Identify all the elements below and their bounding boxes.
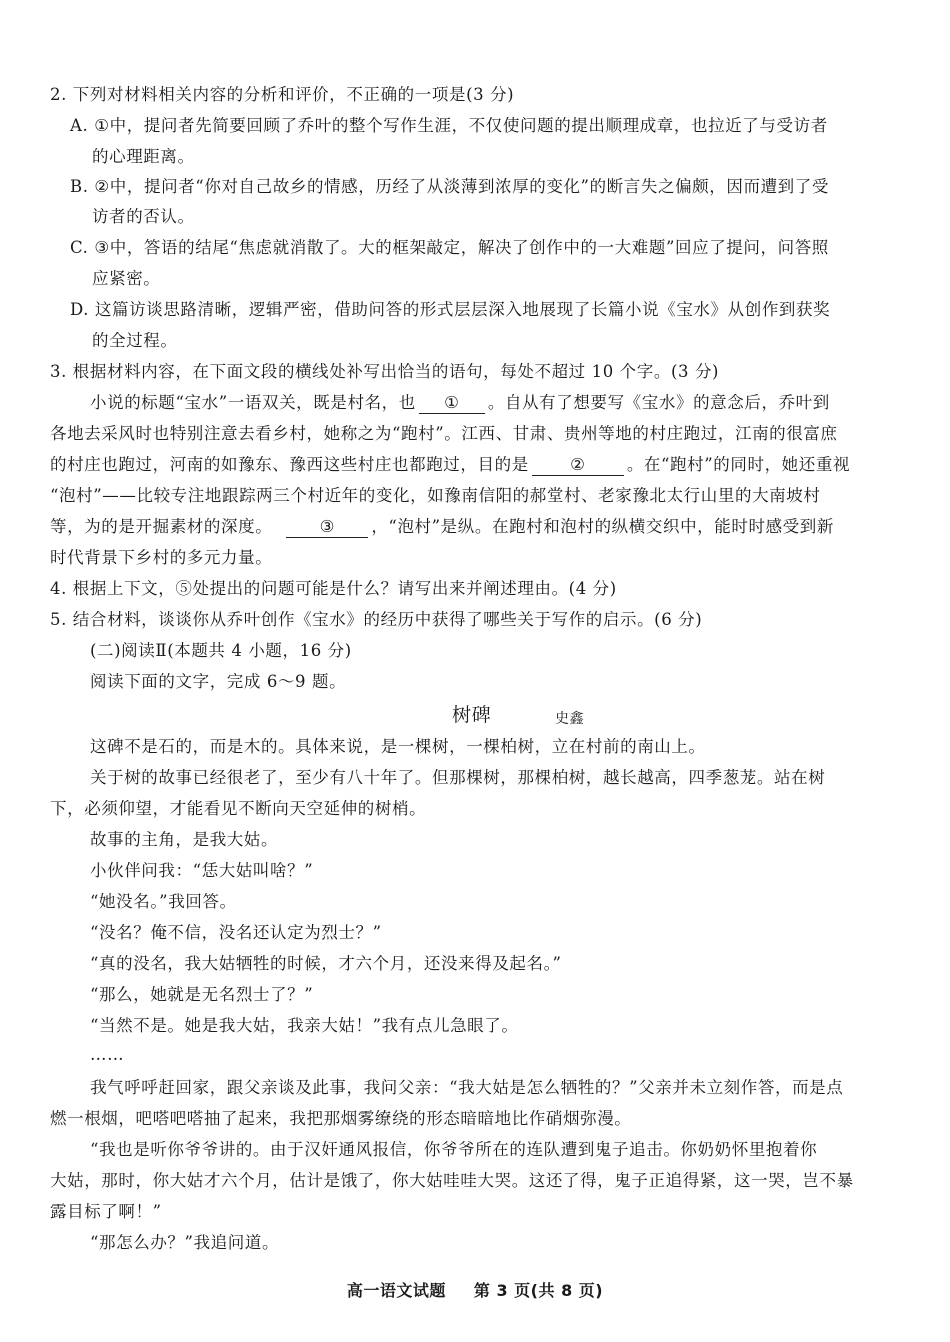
option-c-line-2: 应紧密。 bbox=[92, 269, 161, 288]
q3-text: 小说的标题“宝水”一语双关，既是村名，也 bbox=[90, 393, 416, 412]
q3-passage-line-3 bbox=[50, 454, 850, 476]
page-footer bbox=[0, 1278, 950, 1301]
option-b-line-2: 访者的否认。 bbox=[92, 207, 195, 226]
q3-text: 。自从有了想要写《宝水》的意念后，乔叶到 bbox=[487, 393, 830, 412]
question-3-stem: 3. 根据材料内容，在下面文段的横线处补写出恰当的语句，每处不超过 10 个字。(3 分) bbox=[50, 362, 720, 381]
story-paragraph: “没名？俺不信，没名还认定为烈士？” bbox=[90, 923, 382, 942]
story-paragraph-cont: 下，必须仰望，才能看见不断向天空延伸的树梢。 bbox=[50, 799, 427, 818]
q3-passage-line-1 bbox=[90, 392, 830, 414]
option-d-line-2: 的全过程。 bbox=[92, 331, 178, 350]
section-instruction: 阅读下面的文字，完成 6～9 题。 bbox=[90, 672, 347, 691]
question-5: 5. 结合材料，谈谈你从乔叶创作《宝水》的经历中获得了哪些关于写作的启示。(6 分) bbox=[50, 610, 703, 629]
q3-passage-line-2: 各地去采风时也特别注意去看乡村，她称之为“跑村”。江西、甘肃、贵州等地的村庄跑过，江南的很富庶 bbox=[50, 424, 838, 443]
q3-text: 的村庄也跑过，河南的如豫东、豫西这些村庄也都跑过，目的是 bbox=[50, 455, 529, 474]
story-paragraph: “当然不是。她是我大姑，我亲大姑！”我有点儿急眼了。 bbox=[90, 1016, 519, 1035]
story-paragraph: 小伙伴问我：“恁大姑叫啥？” bbox=[90, 861, 314, 880]
option-d-line-1: D. 这篇访谈思路清晰，逻辑严密，借助问答的形式层层深入地展现了长篇小说《宝水》从创作到获奖 bbox=[70, 300, 831, 319]
footer-page-number: 第 3 页(共 8 页) bbox=[473, 1281, 604, 1300]
story-paragraph-cont: 大姑，那时，你大姑才六个月，估计是饿了，你大姑哇哇大哭。这还了得，鬼子正追得紧，这一哭，岂不暴 bbox=[50, 1171, 854, 1190]
story-paragraph-cont: 燃一根烟，吧嗒吧嗒抽了起来，我把那烟雾缭绕的形态暗暗地比作硝烟弥漫。 bbox=[50, 1109, 632, 1128]
story-paragraph: “那怎么办？”我追问道。 bbox=[90, 1233, 280, 1252]
section-heading: (二)阅读Ⅱ(本题共 4 小题，16 分) bbox=[90, 641, 352, 660]
story-paragraph: 关于树的故事已经很老了，至少有八十年了。但那棵树，那棵柏树，越长越高，四季葱茏。站在树 bbox=[90, 768, 826, 787]
footer-subject: 高一语文试题 bbox=[346, 1281, 446, 1300]
question-4: 4. 根据上下文，⑤处提出的问题可能是什么？请写出来并阐述理由。(4 分) bbox=[50, 579, 617, 598]
story-paragraph: 故事的主角，是我大姑。 bbox=[90, 830, 279, 849]
story-author: 史鑫 bbox=[555, 711, 585, 727]
option-b-line-1: B. ②中，提问者“你对自己故乡的情感，历经了从淡薄到浓厚的变化”的断言失之偏颇，因而遭到了受 bbox=[70, 177, 829, 196]
answer-blank-1[interactable]: ① bbox=[419, 393, 485, 414]
option-a-line-1: A. ①中，提问者先简要回顾了乔叶的整个写作生涯，不仅使问题的提出顺理成章，也拉近了与受访者 bbox=[70, 116, 828, 135]
q3-text: 。在“跑村”的同时，她还重视 bbox=[626, 455, 851, 474]
q3-text: ，“泡村”是纵。在跑村和泡村的纵横交织中，能时时感受到新 bbox=[371, 517, 834, 536]
story-paragraph: “那么，她就是无名烈士了？” bbox=[90, 985, 314, 1004]
story-paragraph: “我也是听你爷爷讲的。由于汉奸通风报信，你爷爷所在的连队遭到鬼子追击。你奶奶怀里抱着你 bbox=[90, 1140, 818, 1159]
option-a-line-2: 的心理距离。 bbox=[92, 147, 195, 166]
q3-passage-line-4: “泡村”——比较专注地跟踪两三个村近年的变化，如豫南信阳的郝堂村、老家豫北太行山里的大南坡村 bbox=[50, 486, 821, 505]
q3-passage-line-6: 时代背景下乡村的多元力量。 bbox=[50, 548, 273, 567]
answer-blank-3[interactable]: ③ bbox=[286, 517, 368, 538]
option-c-line-1: C. ③中，答语的结尾“焦虑就消散了。大的框架敲定，解决了创作中的一大难题”回应了提问，问答照 bbox=[70, 238, 829, 257]
story-paragraph: “她没名。”我回答。 bbox=[90, 892, 237, 911]
story-paragraph: 这碑不是石的，而是木的。具体来说，是一棵树，一棵柏树，立在村前的南山上。 bbox=[90, 737, 706, 756]
story-ellipsis: …… bbox=[90, 1045, 125, 1064]
story-paragraph-cont: 露目标了啊！” bbox=[50, 1202, 162, 1221]
q3-passage-line-5 bbox=[50, 516, 834, 538]
q3-text: 等，为的是开掘素材的深度。 bbox=[50, 517, 273, 536]
question-2-stem: 2. 下列对材料相关内容的分析和评价，不正确的一项是(3 分) bbox=[50, 85, 515, 104]
story-paragraph: 我气呼呼赶回家，跟父亲谈及此事，我问父亲：“我大姑是怎么牺牲的？”父亲并未立刻作答，而是点 bbox=[90, 1078, 844, 1097]
story-paragraph: “真的没名，我大姑牺牲的时候，才六个月，还没来得及起名。” bbox=[90, 954, 562, 973]
story-title: 树碑 bbox=[452, 704, 492, 726]
answer-blank-2[interactable]: ② bbox=[532, 455, 624, 476]
